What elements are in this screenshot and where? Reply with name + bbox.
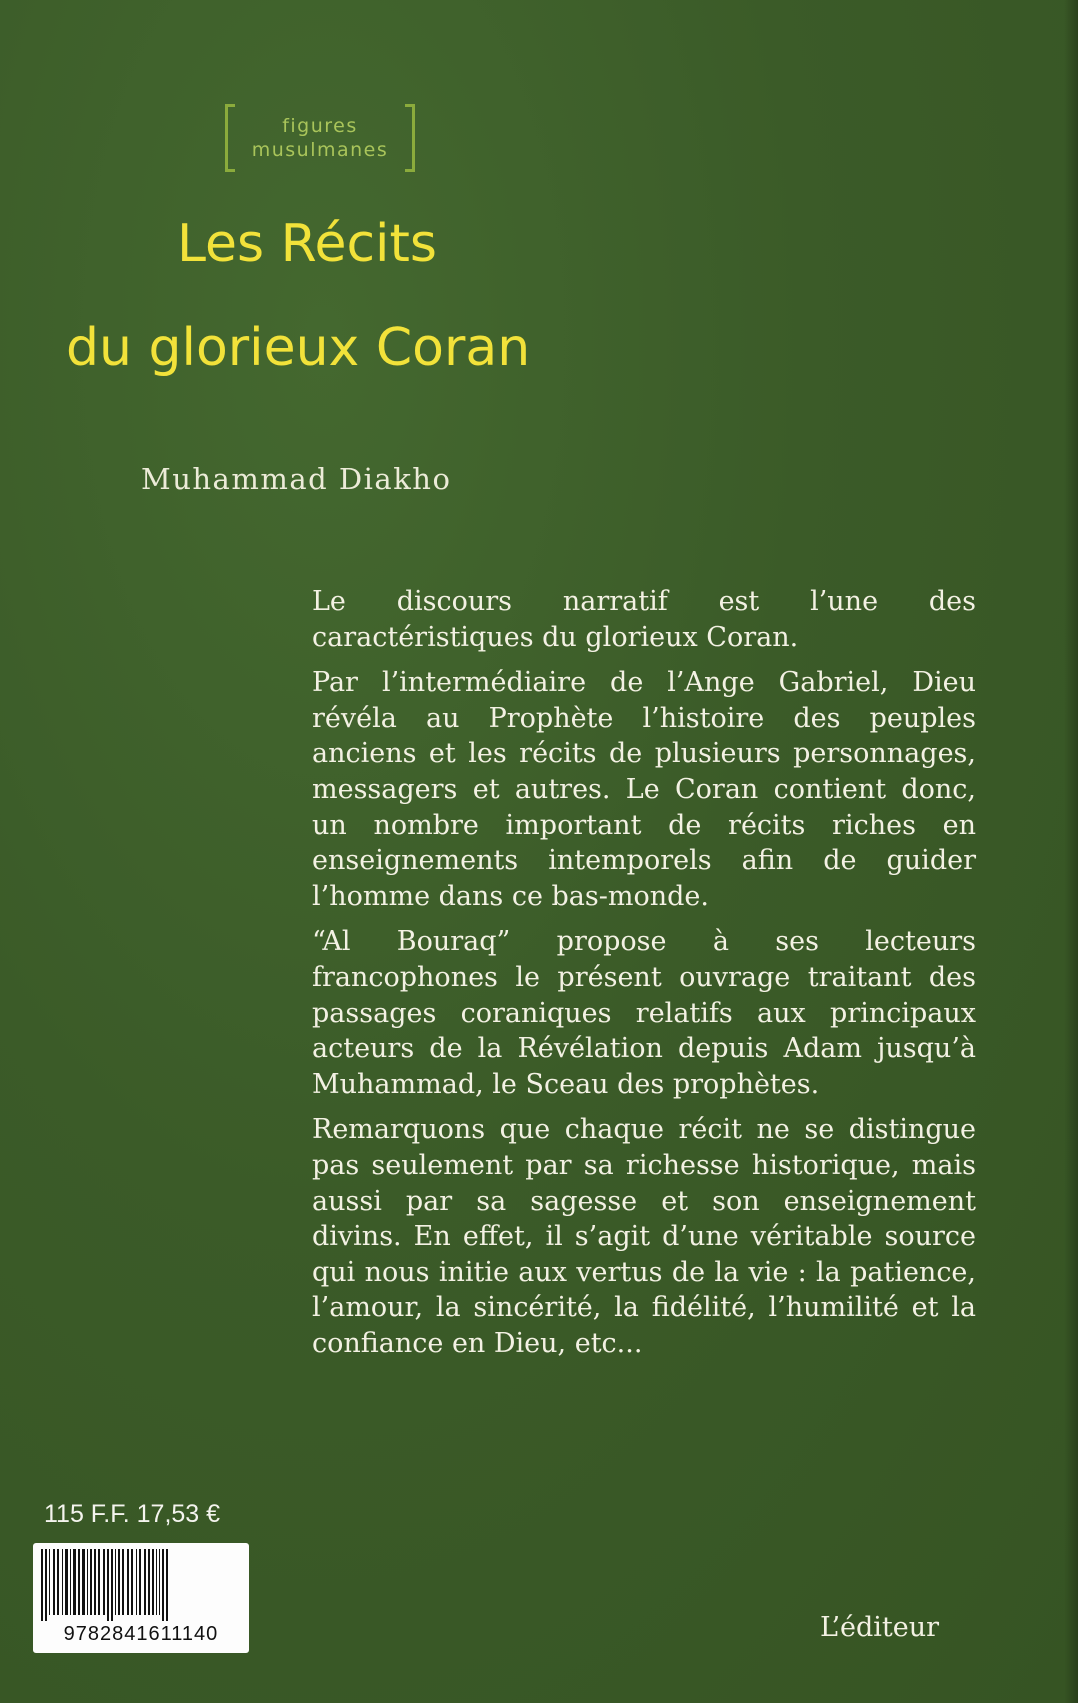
book-title-line-2: du glorieux Coran xyxy=(66,318,531,378)
barcode-bar xyxy=(49,1549,50,1615)
barcode-bar xyxy=(127,1549,129,1615)
barcode-bar xyxy=(90,1549,92,1615)
barcode-bar xyxy=(94,1549,96,1615)
blurb-paragraph-2: Par l’intermédiaire de l’Ange Gabriel, Dieu révéla au Prophète l’histoire des peuples anciens et les récits de plusieurs personnages, messagers et autres. Le Coran contient donc, un nombre important de récits riches en enseignements intemporels afin de guider l’homme dans ce bas-monde. xyxy=(312,667,976,912)
blurb-paragraph-4: Remarquons que chaque récit ne se distingue pas seulement par sa richesse historique, mais aussi par sa sagesse et son enseignement divins. En effet, il s’agit d’une véritable source qui nous initie aux vertus de la vie : la patience, l’amour, la sincérité, la fidélité, l’humilité et la confiance en Dieu, etc... xyxy=(312,1114,976,1359)
series-line-2: musulmanes xyxy=(251,139,389,161)
barcode-bar xyxy=(73,1549,76,1615)
barcode-bar xyxy=(53,1549,55,1615)
barcode-bar xyxy=(98,1549,100,1615)
barcode-bar xyxy=(152,1549,154,1615)
barcode-bar xyxy=(118,1549,120,1615)
barcode-bar xyxy=(57,1549,59,1615)
series-logo xyxy=(225,104,415,176)
barcode-bar xyxy=(65,1549,68,1615)
price-label: 115 F.F. 17,53 € xyxy=(44,1500,221,1528)
book-title-line-1: Les Récits xyxy=(177,214,437,274)
barcode-bar xyxy=(139,1549,141,1615)
blurb-paragraph-3: “Al Bouraq” propose à ses lecteurs francophones le présent ouvrage traitant des passages coraniques relatifs aux principaux acteurs de la Révélation depuis Adam jusqu’à Muhammad, le Sceau des prophètes. xyxy=(312,926,976,1100)
series-line-1: figures xyxy=(282,115,358,137)
barcode-bar xyxy=(144,1549,146,1615)
barcode-bar xyxy=(159,1549,160,1615)
barcode-bar xyxy=(107,1549,109,1621)
barcode-bar xyxy=(62,1549,63,1615)
barcode-bar xyxy=(148,1549,150,1615)
barcode-bar xyxy=(115,1549,116,1615)
barcode-bar xyxy=(122,1549,124,1615)
barcode-bars xyxy=(39,1549,243,1621)
author-name: Muhammad Diakho xyxy=(141,462,452,496)
barcode xyxy=(33,1543,249,1653)
blurb-paragraph-1: Le discours narratif est l’une des caractéristiques du glorieux Coran. xyxy=(312,586,976,653)
barcode-bar xyxy=(156,1549,157,1615)
barcode-bar xyxy=(111,1549,113,1621)
barcode-bar xyxy=(131,1549,133,1615)
barcode-bar xyxy=(162,1549,164,1621)
barcode-bar xyxy=(87,1549,88,1615)
barcode-bar xyxy=(70,1549,71,1615)
blurb xyxy=(312,584,976,1371)
barcode-bar xyxy=(166,1549,168,1621)
barcode-bar xyxy=(82,1549,85,1615)
barcode-bar xyxy=(103,1549,105,1615)
barcode-bar xyxy=(136,1549,137,1615)
isbn-number: 9782841611140 xyxy=(63,1623,219,1645)
barcode-bar xyxy=(41,1549,43,1621)
right-bracket xyxy=(405,104,415,172)
publisher-signature: L’éditeur xyxy=(820,1612,940,1643)
barcode-bar xyxy=(45,1549,47,1621)
barcode-bar xyxy=(78,1549,80,1615)
